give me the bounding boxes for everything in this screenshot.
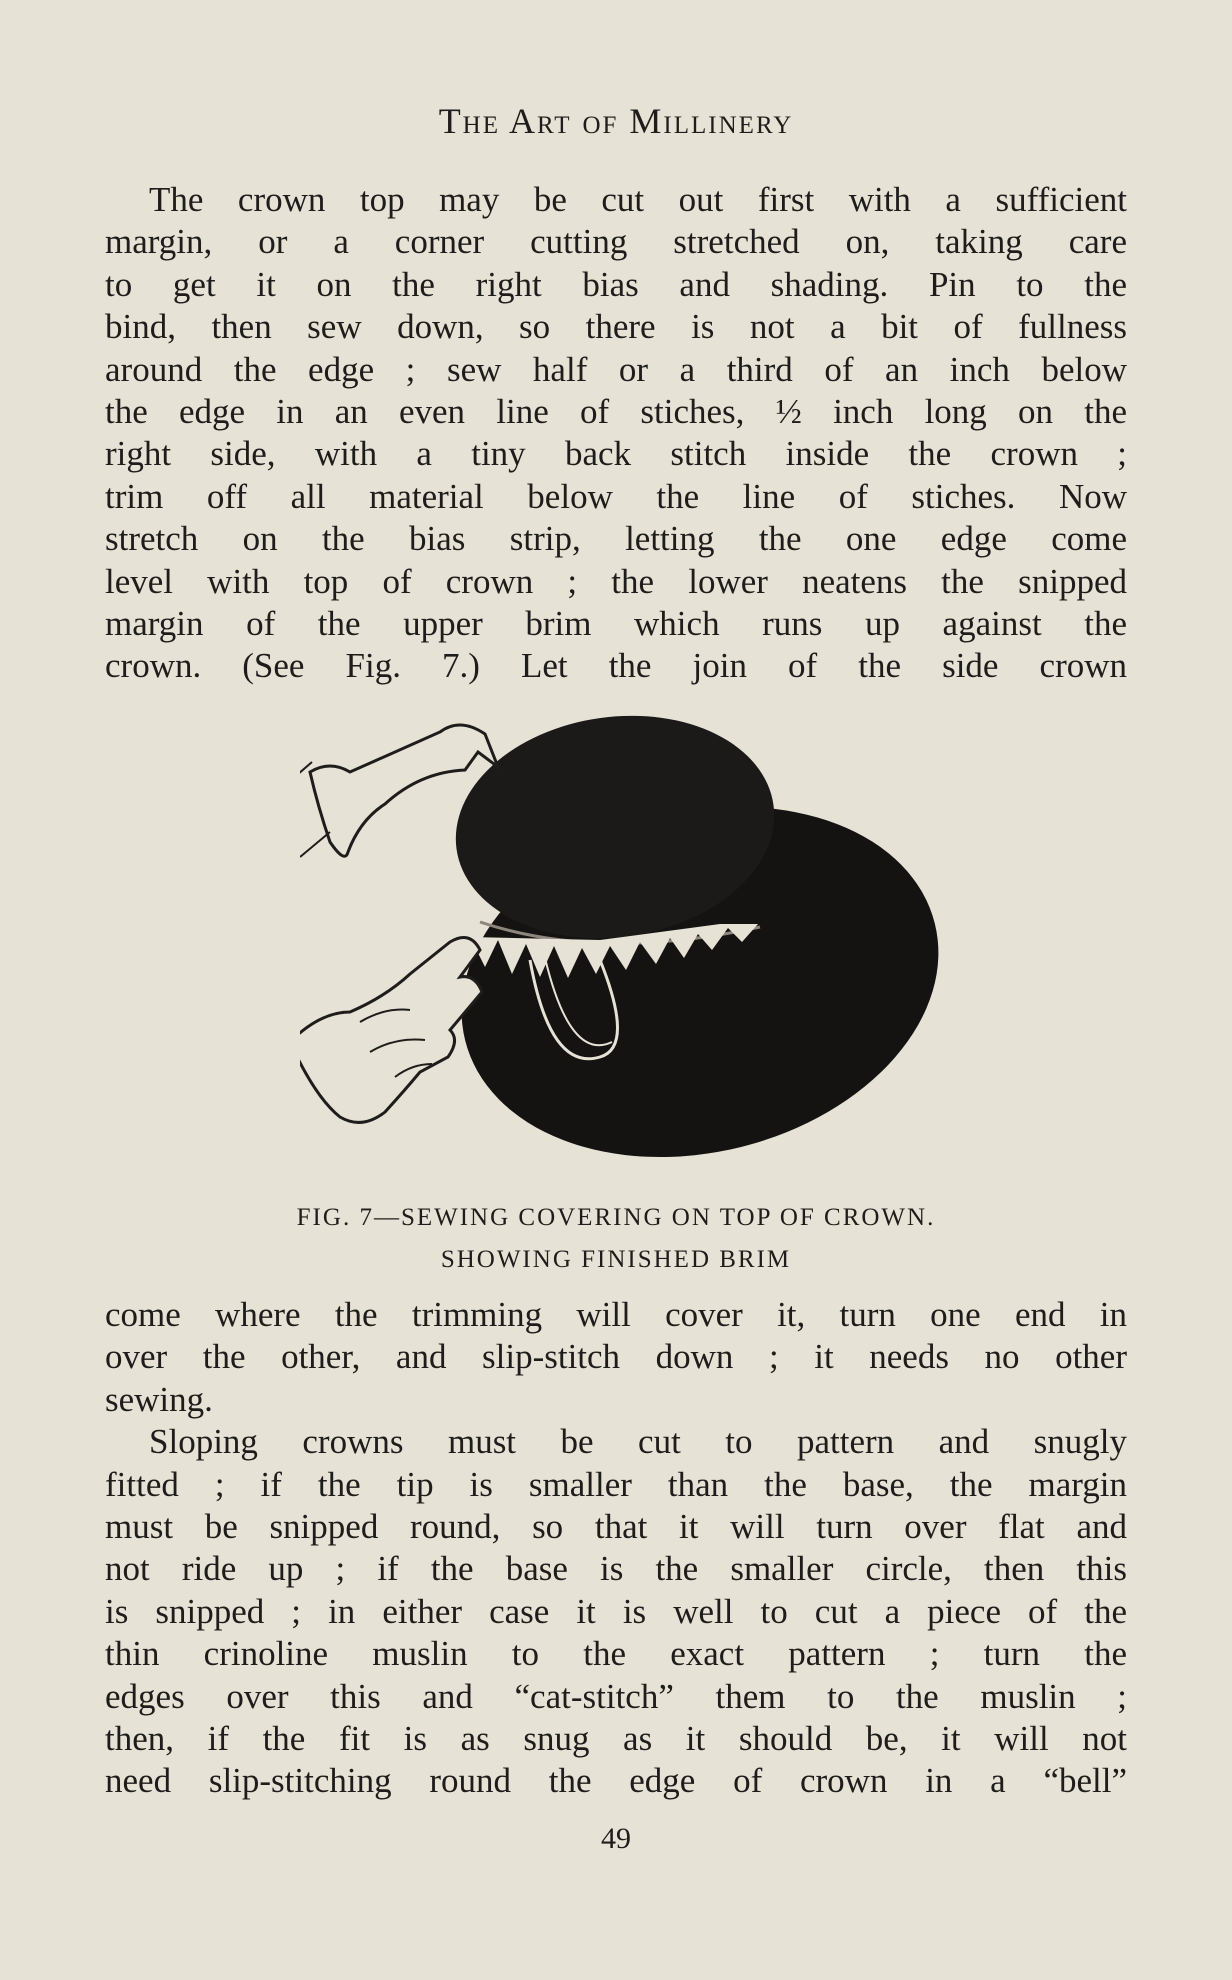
paragraph-2-and-3 <box>105 1294 1127 1803</box>
paragraph-1 <box>105 179 1127 688</box>
text-line: is snipped ; in either case it is well to cut a piece of the <box>105 1591 1127 1631</box>
text-line: level with top of crown ; the lower neatens the snipped <box>105 561 1127 601</box>
text-line: edges over this and “cat-stitch” them to the muslin ; <box>105 1676 1127 1716</box>
page-number: 49 <box>601 1822 631 1855</box>
hat-illustration <box>300 712 960 1182</box>
text-line: the edge in an even line of stiches, ½ inch long on the <box>105 391 1127 431</box>
text-line: around the edge ; sew half or a third of an inch below <box>105 349 1127 389</box>
text-line: The crown top may be cut out first with a sufficient <box>149 180 1127 219</box>
figure-caption-line-2: SHOWING FINISHED BRIM <box>440 1246 792 1273</box>
figure-caption: FIG. 7—SEWING COVERING ON TOP OF CROWN. <box>296 1204 936 1231</box>
text-line: margin of the upper brim which runs up against the <box>105 603 1127 643</box>
text-line: to get it on the right bias and shading. Pin to the <box>105 264 1127 304</box>
text-line: trim off all material below the line of stiches. Now <box>105 476 1127 516</box>
text-line: stretch on the bias strip, letting the one edge come <box>105 519 1127 559</box>
text-line: bind, then sew down, so there is not a bit of fullness <box>105 307 1127 347</box>
running-head: The Art of Millinery <box>438 101 794 141</box>
text-line: then, if the fit is as snug as it should be, it will not <box>105 1718 1127 1758</box>
text-line: Sloping crowns must be cut to pattern and snugly <box>149 1422 1127 1462</box>
text-line: must be snipped round, so that it will turn over flat and <box>105 1506 1127 1546</box>
text-line: fitted ; if the tip is smaller than the base, the margin <box>105 1464 1127 1504</box>
text-line: sewing. <box>105 1379 213 1419</box>
text-line: right side, with a tiny back stitch inside the crown ; <box>105 434 1127 474</box>
text-line: crown. (See Fig. 7.) Let the join of the side crown <box>105 646 1127 686</box>
text-line: not ride up ; if the base is the smaller circle, then this <box>105 1549 1127 1589</box>
text-line: come where the trimming will cover it, turn one end in <box>105 1295 1127 1334</box>
text-line: margin, or a corner cutting stretched on, taking care <box>105 222 1127 262</box>
text-line: over the other, and slip-stitch down ; it needs no other <box>105 1337 1127 1377</box>
text-line: need slip-stitching round the edge of crown in a “bell” <box>105 1761 1127 1801</box>
text-line: thin crinoline muslin to the exact pattern ; turn the <box>105 1634 1127 1674</box>
